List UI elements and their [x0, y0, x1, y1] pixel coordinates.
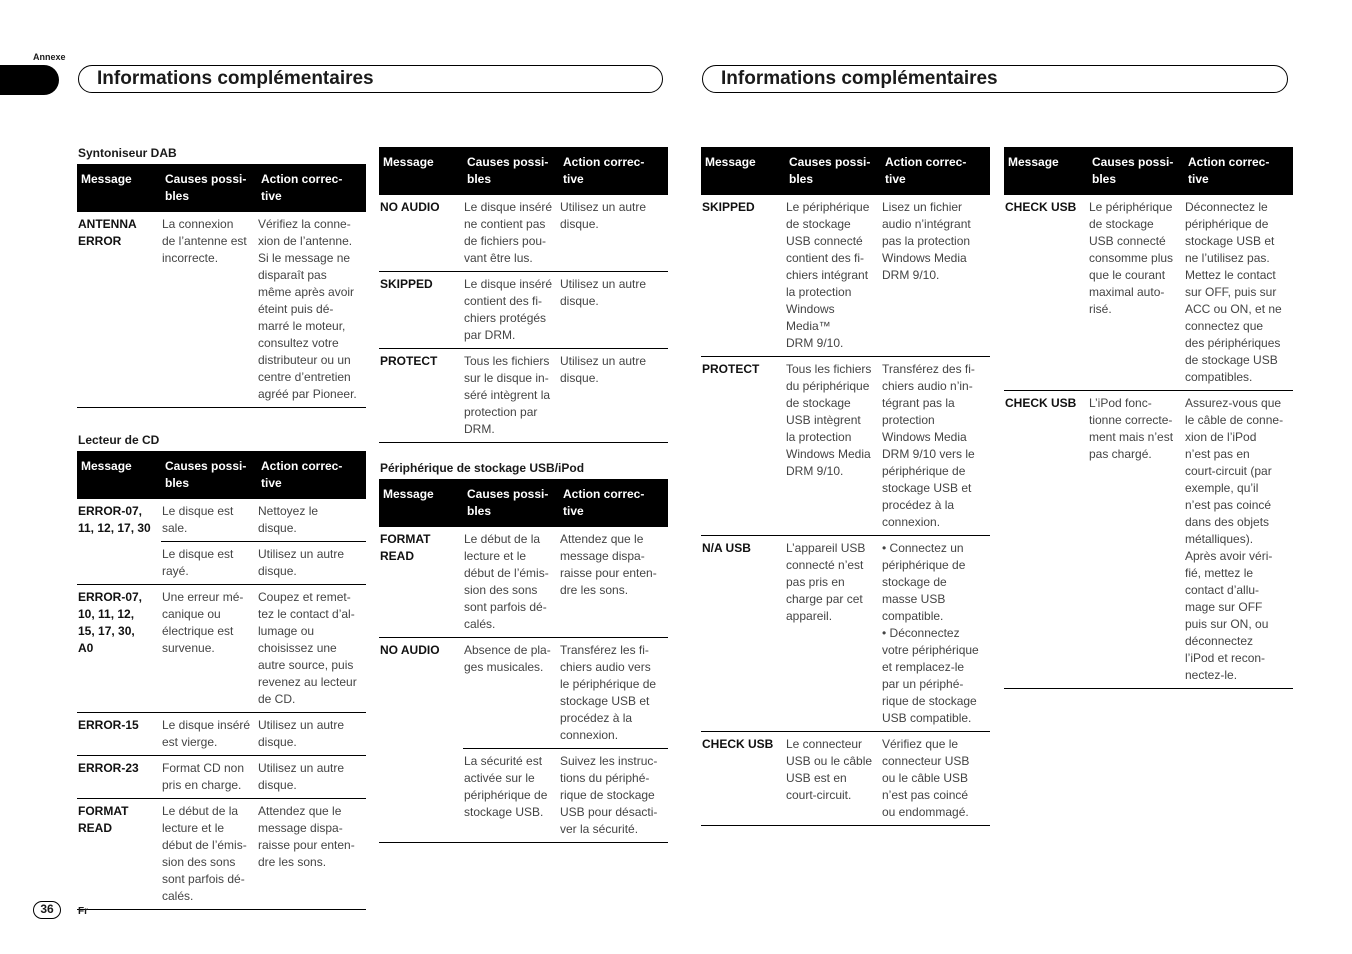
column-header-causes: Causes possi- bles: [161, 451, 257, 499]
table-row: [379, 527, 668, 638]
table-usb-continued: [701, 147, 990, 826]
message-cell: ERROR-23: [77, 756, 161, 799]
table-usb: [379, 479, 668, 843]
table-usb-continued-2: [1004, 147, 1293, 689]
column-header-action: Action correc- tive: [257, 164, 366, 212]
section-title-dab: Syntoniseur DAB: [78, 146, 177, 160]
column-header-message: Message: [77, 164, 161, 212]
action-cell: Déconnectez le périphérique de stockage USB et ne l’utilisez pas. Mettez le contact sur OFF, puis sur ACC ou ON, et ne connectez que des périphériques de stockage USB compatibles.: [1184, 195, 1293, 391]
page-number: 36: [33, 901, 61, 919]
message-cell: NO AUDIO: [379, 195, 463, 272]
action-cell: Assurez-vous que le câble de conne- xion de l’iPod n’est pas en court-circuit (par exemple, qu’il n’est pas coincé dans des objets métalliques). Après avoir véri- fié, mettez le contact d’allu- mage sur OFF puis sur ON, ou déconnectez l’iPod et recon- nectez-le.: [1184, 391, 1293, 689]
message-cell: [77, 542, 161, 585]
message-cell: CHECK USB: [1004, 195, 1088, 391]
table-row: [77, 713, 366, 756]
message-cell: [379, 749, 463, 843]
column-header-causes: Causes possi- bles: [463, 479, 559, 527]
message-cell: PROTECT: [701, 357, 785, 536]
table-row: [379, 349, 668, 443]
action-cell: Suivez les instruc- tions du périphé- rique de stockage USB pour désacti- ver la sécurité.: [559, 749, 668, 843]
table-row: [77, 212, 366, 408]
cause-cell: Le disque est sale.: [161, 499, 257, 542]
cause-cell: Le disque inséré contient des fi- chiers protégés par DRM.: [463, 272, 559, 349]
message-cell: FORMAT READ: [77, 799, 161, 910]
message-cell: ERROR-07, 11, 12, 17, 30: [78, 504, 151, 535]
section-tab-marker: [0, 65, 59, 95]
action-cell: Transférez les fi- chiers audio vers le périphérique de stockage USB et procédez à la connexion.: [559, 638, 668, 749]
cause-cell: Format CD non pris en charge.: [161, 756, 257, 799]
table-cd-continued: [379, 147, 668, 443]
action-cell: Transférez des fi- chiers audio n’in- tégrant pas la protection Windows Media DRM 9/10 vers le périphérique de stockage USB et procédez à la connexion.: [881, 357, 990, 536]
column-header-message: Message: [379, 147, 463, 195]
action-cell: Attendez que le message dispa- raisse pour enten- dre les sons.: [559, 527, 668, 638]
message-cell: FORMAT READ: [379, 527, 463, 638]
action-cell: Lisez un fichier audio n’intégrant pas la protection Windows Media DRM 9/10.: [881, 195, 990, 357]
cause-cell: Le début de la lecture et le début de l’émis- sion des sons sont parfois dé- calés.: [161, 799, 257, 910]
table-header-row: [701, 147, 990, 195]
cause-cell: Le connecteur USB ou le câble USB est en court-circuit.: [785, 732, 881, 826]
table-row: [701, 195, 990, 357]
table-header-row: [379, 147, 668, 195]
column-header-message: Message: [77, 451, 161, 499]
action-cell: Vérifiez que le connecteur USB ou le câble USB n’est pas coincé ou endommagé.: [881, 732, 990, 826]
message-cell: ERROR-07, 10, 11, 12, 15, 17, 30, A0: [77, 585, 161, 713]
message-cell: NO AUDIO: [380, 643, 440, 657]
cause-cell: Le disque est rayé.: [161, 542, 257, 585]
table-row: [379, 749, 668, 843]
action-cell: Coupez et remet- tez le contact d’al- lumage ou choisissez une autre source, puis revenez au lecteur de CD.: [257, 585, 366, 713]
action-cell: Utilisez un autre disque.: [257, 713, 366, 756]
cause-cell: Le périphérique de stockage USB connecté contient des fi- chiers intégrant la protection Windows Media™ DRM 9/10.: [785, 195, 881, 357]
column-header-causes: Causes possi- bles: [785, 147, 881, 195]
action-cell: Utilisez un autre disque.: [257, 756, 366, 799]
action-cell: Nettoyez le disque.: [257, 499, 366, 542]
cause-cell: Le disque inséré est vierge.: [161, 713, 257, 756]
table-cd: [77, 451, 366, 910]
section-title-usb: Périphérique de stockage USB/iPod: [380, 461, 585, 475]
table-row: [701, 536, 990, 732]
cause-cell: L’iPod fonc- tionne correcte- ment mais n’est pas chargé.: [1088, 391, 1184, 689]
action-cell: Utilisez un autre disque.: [559, 272, 668, 349]
column-header-causes: Causes possi- bles: [1088, 147, 1184, 195]
cause-cell: Le disque inséré ne contient pas de fichiers pou- vant être lus.: [463, 195, 559, 272]
table-header-row: [77, 164, 366, 212]
column-header-message: Message: [701, 147, 785, 195]
column-header-causes: Causes possi- bles: [161, 164, 257, 212]
column-header-action: Action correc- tive: [881, 147, 990, 195]
language-label: Fr: [78, 906, 88, 917]
action-cell: Utilisez un autre disque.: [559, 349, 668, 443]
message-cell: N/A USB: [701, 536, 785, 732]
table-row: [1004, 195, 1293, 391]
section-title-cd: Lecteur de CD: [78, 433, 160, 447]
column-header-message: Message: [379, 479, 463, 527]
cause-cell: Le début de la lecture et le début de l’émis- sion des sons sont parfois dé- calés.: [463, 527, 559, 638]
message-cell: ANTENNA ERROR: [77, 212, 161, 408]
action-cell: • Connectez un périphérique de stockage de masse USB compatible. • Déconnectez votre périphérique et remplacez-le par un périphé- rique de stockage USB compatible.: [881, 536, 990, 732]
table-row: [77, 756, 366, 799]
action-cell: Utilisez un autre disque.: [257, 542, 366, 585]
column-header-action: Action correc- tive: [1184, 147, 1293, 195]
cause-cell: Tous les fichiers sur le disque in- séré intègrent la protection par DRM.: [463, 349, 559, 443]
column-header-action: Action correc- tive: [257, 451, 366, 499]
column-header-action: Action correc- tive: [559, 147, 668, 195]
table-row: [77, 799, 366, 910]
cause-cell: La connexion de l’antenne est incorrecte.: [161, 212, 257, 408]
message-cell: CHECK USB: [701, 732, 785, 826]
column-header-causes: Causes possi- bles: [463, 147, 559, 195]
table-row: [379, 272, 668, 349]
annexe-label: Annexe: [33, 52, 66, 62]
table-header-row: [379, 479, 668, 527]
table-row: [379, 638, 668, 749]
cause-cell: La sécurité est activée sur le périphérique de stockage USB.: [463, 749, 559, 843]
action-cell: Attendez que le message dispa- raisse pour enten- dre les sons.: [257, 799, 366, 910]
message-cell: CHECK USB: [1004, 391, 1088, 689]
table-row: [701, 357, 990, 536]
message-cell: ERROR-15: [77, 713, 161, 756]
cause-cell: L’appareil USB connecté n’est pas pris en charge par cet appareil.: [785, 536, 881, 732]
cause-cell: Absence de pla- ges musicales.: [463, 638, 559, 749]
cause-cell: Tous les fichiers du périphérique de stockage USB intègrent la protection Windows Media DRM 9/10.: [785, 357, 881, 536]
table-dab: [77, 164, 366, 408]
message-cell: SKIPPED: [379, 272, 463, 349]
message-cell: PROTECT: [379, 349, 463, 443]
table-row: [77, 542, 366, 585]
cause-cell: Le périphérique de stockage USB connecté consomme plus que le courant maximal auto- risé.: [1088, 195, 1184, 391]
action-cell: Vérifiez la conne- xion de l’antenne. Si le message ne disparaît pas même après avoir éteint puis dé- marré le moteur, consultez votre distributeur ou un centre d’entretien agréé par Pioneer.: [257, 212, 366, 408]
cause-cell: Une erreur mé- canique ou électrique est survenue.: [161, 585, 257, 713]
table-row: [1004, 391, 1293, 689]
message-cell: SKIPPED: [701, 195, 785, 357]
page-title-left: Informations complémentaires: [78, 65, 663, 93]
table-row: [77, 499, 366, 542]
column-header-message: Message: [1004, 147, 1088, 195]
table-row: [379, 195, 668, 272]
action-cell: Utilisez un autre disque.: [559, 195, 668, 272]
table-row: [77, 585, 366, 713]
table-header-row: [77, 451, 366, 499]
page-title-right: Informations complémentaires: [702, 65, 1288, 93]
table-row: [701, 732, 990, 826]
table-header-row: [1004, 147, 1293, 195]
column-header-action: Action correc- tive: [559, 479, 668, 527]
